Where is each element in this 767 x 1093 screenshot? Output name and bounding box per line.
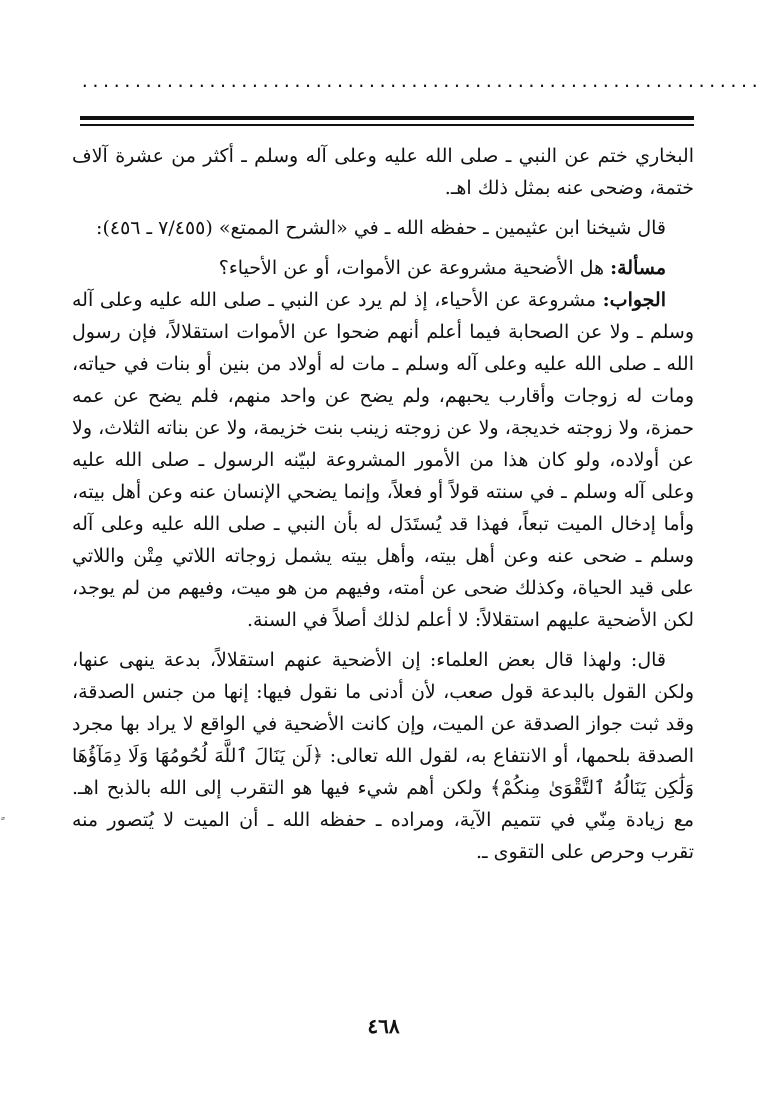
header-dot-line: ................................................................ xyxy=(80,72,761,91)
page-number: ٤٦٨ xyxy=(367,1014,400,1038)
answer-text: مشروعة عن الأحياء، إذ لم يرد عن النبي ـ صلى الله عليه وعلى آله وسلم ـ ولا عن الصحابة فيما أعلم أنهم ضحوا عن الأموات استقلالاً، فإن رسول الله ـ صلى الله عليه وعلى آله وسلم ـ مات له أولاد من بنين أو بنات في حياته، ومات له زوجات وأقارب يحبهم، ولم يضح عن واحد منهم، فلم يضح عن عمه حمزة، ولا زوجته خديجة، ولا عن زوجته زينب بنت خزيمة، ولا عن بناته الثلاث، ولا عن أولاده، ولو كان هذا من الأمور المشروعة لبيّنه الرسول ـ صلى الله عليه وعلى آله وسلم ـ في سنته قولاً أو فعلاً، وإنما يضحي الإنسان عنه وعن أهل بيته، وأما إدخال الميت تبعاً، فهذا قد يُستَدَل له بأن النبي ـ صلى الله عليه وعلى آله وسلم ـ ضحى عنه وعن أهل بيته، وأهل بيته يشمل زوجاته اللاتي مِتْن واللاتي على قيد الحياة، وكذلك ضحى عن أمته، وفيهم من هو ميت، وفيهم من لم يوجد، لكن الأضحية عليهم استقلالاً: لا أعلم لذلك أصلاً في السنة. xyxy=(72,289,694,631)
question-text: هل الأضحية مشروعة عن الأموات، أو عن الأحياء؟ xyxy=(218,257,611,279)
header-rule-thin xyxy=(80,124,694,126)
paragraph-5 xyxy=(72,644,694,868)
paragraph-2 xyxy=(72,212,694,244)
paragraph-2-text: قال شيخنا ابن عثيمين ـ حفظه الله ـ في «الشرح الممتع» (٧/٤٥٥ ـ ٤٥٦): xyxy=(96,217,666,239)
question-paragraph xyxy=(72,252,694,284)
quran-verse: ﴿لَن يَنَالَ ٱللَّهَ لُحُومُهَا وَلَا دِمَآؤُهَا وَلَٰكِن يَنَالُهُ ٱلتَّقْوَىٰ مِنكُمْ﴾ xyxy=(72,745,694,799)
paragraph-1 xyxy=(72,140,694,204)
header-rule-thick xyxy=(80,116,694,120)
answer-paragraph xyxy=(72,284,694,636)
question-label: مسألة: xyxy=(610,257,666,279)
paragraph-5-text-after: ولكن أهم شيء فيها هو التقرب إلى الله بالذبح اهـ. مع زيادة مِنّي في تتميم الآية، ومراده ـ حفظه الله ـ أن الميت لا يُتصور منه تقرب وحرص على التقوى ـ. xyxy=(72,777,694,863)
paragraph-1-text: البخاري ختم عن النبي ـ صلى الله عليه وعلى آله وسلم ـ أكثر من عشرة آلاف ختمة، وضحى عنه بمثل ذلك اهـ. xyxy=(72,145,694,199)
paragraph-5-text: قال: ولهذا قال بعض العلماء: إن الأضحية عنهم استقلالاً، بدعة ينهى عنها، ولكن القول بالبدعة قول صعب، لأن أدنى ما نقول فيها: إنها من جنس الصدقة، وقد ثبت جواز الصدقة عن الميت، وإن كانت الأضحية في الواقع لا يراد بها مجرد الصدقة بلحمها، أو الانتفاع به، لقول الله تعالى: xyxy=(72,649,694,767)
answer-label: الجواب: xyxy=(602,289,666,311)
page-body xyxy=(72,140,694,868)
